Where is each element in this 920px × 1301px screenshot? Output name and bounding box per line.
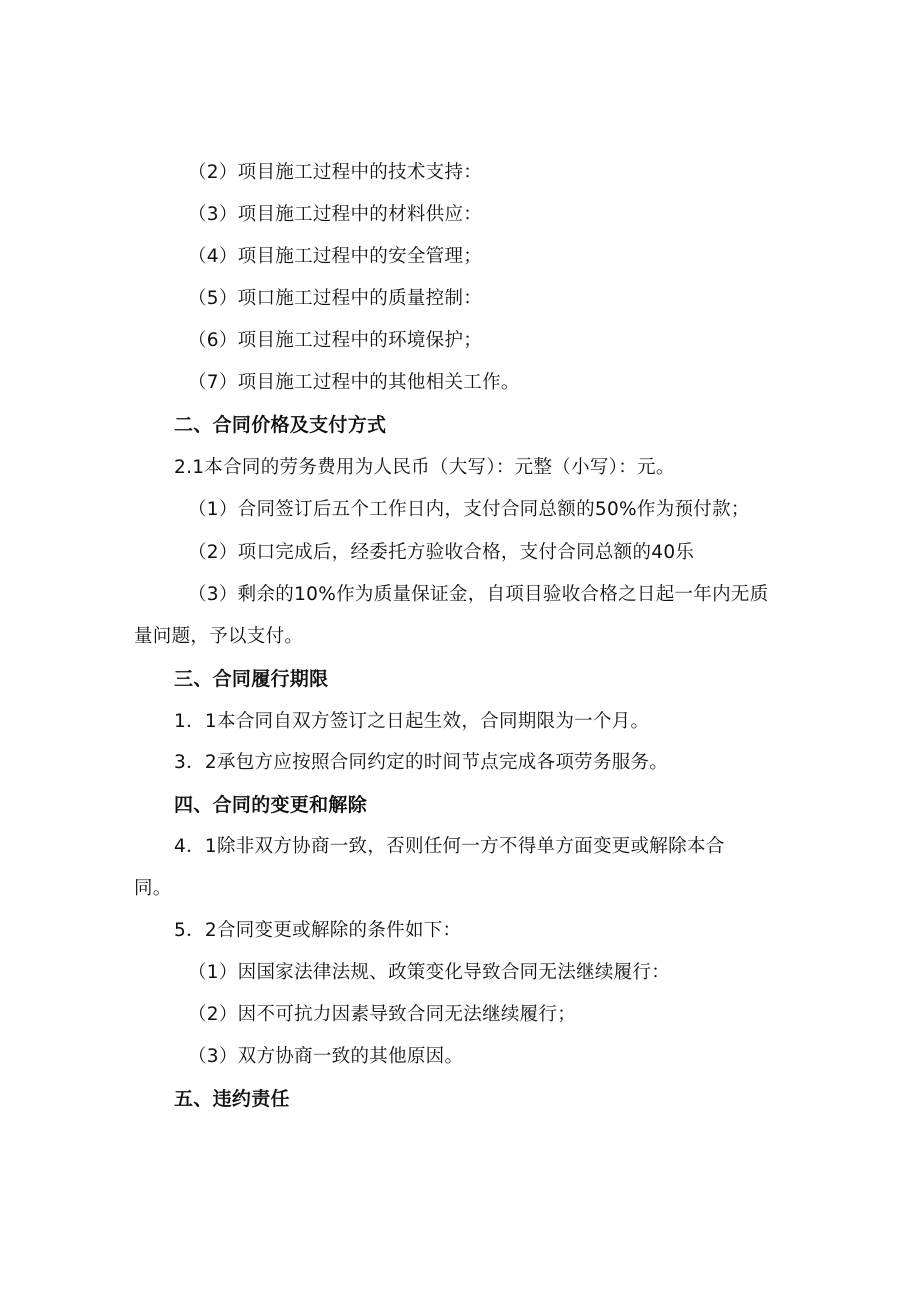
clause-4-1-continued: 同。 <box>134 878 172 899</box>
payment-item-3-continued: 量问题，予以支付。 <box>134 626 304 647</box>
condition-item-1: （1）因国家法律法规、政策变化导致合同无法继续履行： <box>188 962 671 983</box>
section-4-heading: 四、合同的变更和解除 <box>174 794 368 816</box>
clause-2-1: 2.1本合同的劳务费用为人民币（大写）：元整（小写）：元。 <box>174 457 675 478</box>
payment-item-3: （3）剩余的10%作为质量保证金，自项目验收合格之日起一年内无质 <box>188 584 769 605</box>
item-3-material-supply: （3）项目施工过程中的材料供应： <box>188 204 483 225</box>
clause-3-1: 1．1本合同自双方签订之日起生效，合同期限为一个月。 <box>174 711 650 732</box>
payment-item-2: （2）项口完成后，经委托方验收合格，支付合同总额的40乐 <box>188 542 695 563</box>
item-4-safety-management: （4）项目施工过程中的安全管理； <box>188 246 483 267</box>
condition-item-2: （2）因不可抗力因素导致合同无法继续履行； <box>188 1004 577 1025</box>
item-7-other-work: （7）项目施工过程中的其他相关工作。 <box>188 372 520 393</box>
item-5-quality-control: （5）项口施工过程中的质量控制： <box>188 288 483 309</box>
payment-item-1: （1）合同签订后五个工作日内，支付合同总额的50%作为预付款； <box>188 499 750 520</box>
section-2-heading: 二、合同价格及支付方式 <box>174 414 387 436</box>
item-2-technical-support: （2）项目施工过程中的技术支持： <box>188 162 483 183</box>
section-5-heading: 五、违约责任 <box>174 1088 290 1110</box>
section-3-heading: 三、合同履行期限 <box>174 668 329 690</box>
item-6-environment-protection: （6）项目施工过程中的环境保护； <box>188 330 483 351</box>
clause-3-2: 3．2承包方应按照合同约定的时间节点完成各项劳务服务。 <box>174 752 669 773</box>
clause-4-1: 4．1除非双方协商一致，否则任何一方不得单方面变更或解除本合 <box>174 836 725 857</box>
condition-item-3: （3）双方协商一致的其他原因。 <box>188 1046 464 1067</box>
clause-4-2: 5．2合同变更或解除的条件如下： <box>174 920 462 941</box>
